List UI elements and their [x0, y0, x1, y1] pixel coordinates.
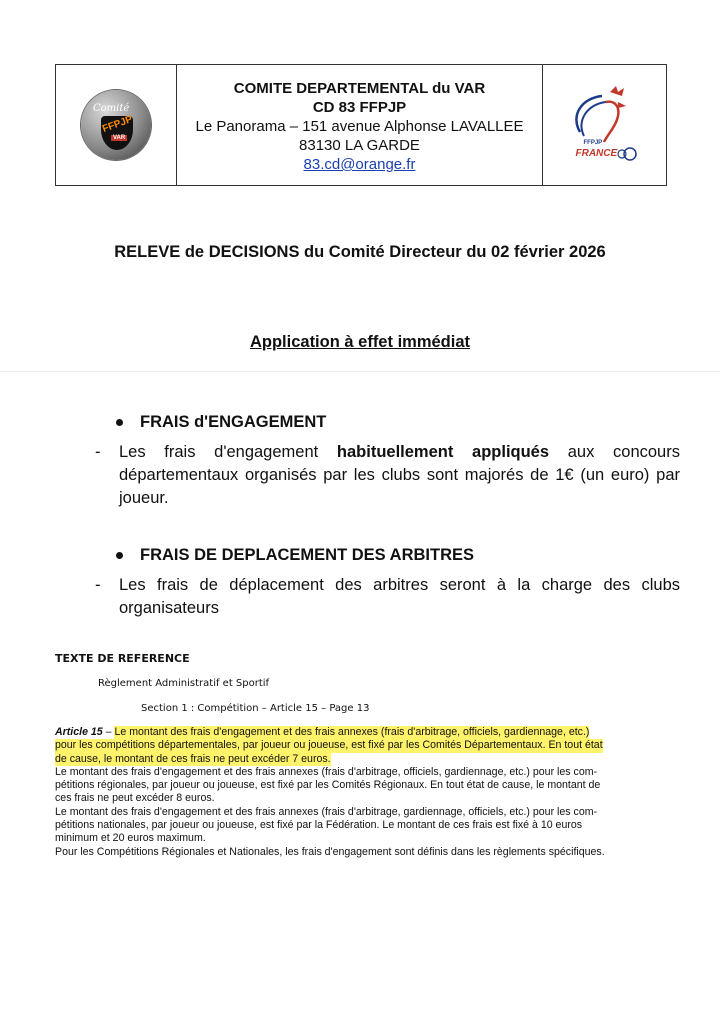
article-line: Le montant des frais d'engagement et des frais annexes (frais d'arbitrage, gardiennage, officiels, etc.) pour les com-: [55, 805, 598, 818]
document-subtitle: Application à effet immédiat: [249, 333, 471, 351]
email-link[interactable]: 83.cd@orange.fr: [303, 156, 416, 173]
article-line: [55, 753, 681, 766]
highlighted-text: pour les compétitions départementales, par joueur ou joueuse, est fixé par les Comités Départementaux. En tout état: [55, 739, 603, 752]
article-line: pétitions nationales, par joueur ou joueuse, est fixé par la Fédération. Le montant de ces frais est fixé à 10 euros: [55, 819, 583, 832]
france-text: FRANCE: [575, 148, 618, 159]
logo-comite-text: Comité: [93, 103, 130, 114]
comite-var-logo: [81, 90, 151, 160]
reference-regulation: Règlement Administratif et Sportif: [98, 678, 270, 689]
dash-marker: -: [95, 576, 101, 594]
article-line: Pour les Compétitions Régionales et Nationales, les frais d'engagement sont définis dans les règlements spécifiques.: [55, 845, 605, 858]
address-street: Le Panorama – 151 avenue Alphonse LAVALLEE: [195, 118, 524, 135]
section-heading-text: FRAIS d'ENGAGEMENT: [140, 413, 327, 431]
ffpjp-small-text: FFPJP: [583, 140, 603, 146]
document-title: RELEVE de DECISIONS du Comité Directeur du 02 février 2026: [114, 243, 606, 261]
ffpjp-france-logo: [560, 80, 650, 170]
section-heading-arbitres: [116, 546, 474, 565]
section-body-arbitres: [95, 574, 680, 620]
section-body-engagement: [95, 441, 680, 510]
bullet-icon: [116, 419, 123, 426]
org-code: CD 83 FFPJP: [312, 99, 407, 116]
logo-var-text: VAR: [113, 135, 126, 141]
divider: [0, 371, 720, 372]
dash-marker: -: [95, 443, 101, 461]
reference-section: Section 1 : Compétition – Article 15 – Page 13: [141, 703, 370, 714]
section-body-text: Les frais de déplacement des arbitres seront à la charge des clubs organisateurs: [119, 576, 680, 617]
org-name: COMITE DEPARTEMENTAL du VAR: [233, 80, 486, 97]
body-text-bold: habituellement appliqués: [336, 443, 550, 461]
letterhead-center-cell: [177, 65, 543, 185]
article-line: [55, 726, 681, 739]
letterhead-box: [55, 64, 667, 186]
section-body-text: [119, 441, 680, 510]
body-text-part2: aux concours départementaux organisés par les clubs sont majorés de 1€ (un euro) par joueur.: [119, 443, 680, 507]
article-dash: –: [102, 726, 115, 738]
article-label: Article 15: [55, 726, 103, 738]
address-city: 83130 LA GARDE: [299, 137, 420, 154]
highlighted-text: de cause, le montant de ces frais ne peut excéder 7 euros.: [55, 752, 331, 765]
article-line: [55, 739, 681, 752]
highlighted-text: Le montant des frais d'engagement et des frais annexes (frais d'arbitrage, officiels, gardiennage, etc.): [114, 726, 590, 738]
logo-ffpjp-text: FFPJP: [101, 114, 135, 135]
article-line: ces frais ne peut excéder 8 euros.: [55, 792, 215, 805]
letterhead-left-cell: [56, 65, 177, 185]
article-15-text: [55, 726, 681, 859]
article-line: Le montant des frais d'engagement et des frais annexes (frais d'arbitrage, officiels, gardiennage, etc.) pour les com-: [55, 765, 598, 778]
letterhead-right-cell: [543, 65, 666, 185]
bullet-icon: [116, 552, 123, 559]
section-heading-engagement: [116, 413, 326, 432]
article-line: pétitions régionales, par joueur ou joueuse, est fixé par les Comités Régionaux. En tout état de cause, le montant de: [55, 779, 601, 792]
reference-heading: TEXTE DE REFERENCE: [55, 652, 190, 665]
article-line: minimum et 20 euros maximum.: [55, 832, 206, 845]
body-text-part1: Les frais d'engagement: [119, 443, 337, 461]
section-heading-text: FRAIS DE DEPLACEMENT DES ARBITRES: [140, 546, 474, 564]
